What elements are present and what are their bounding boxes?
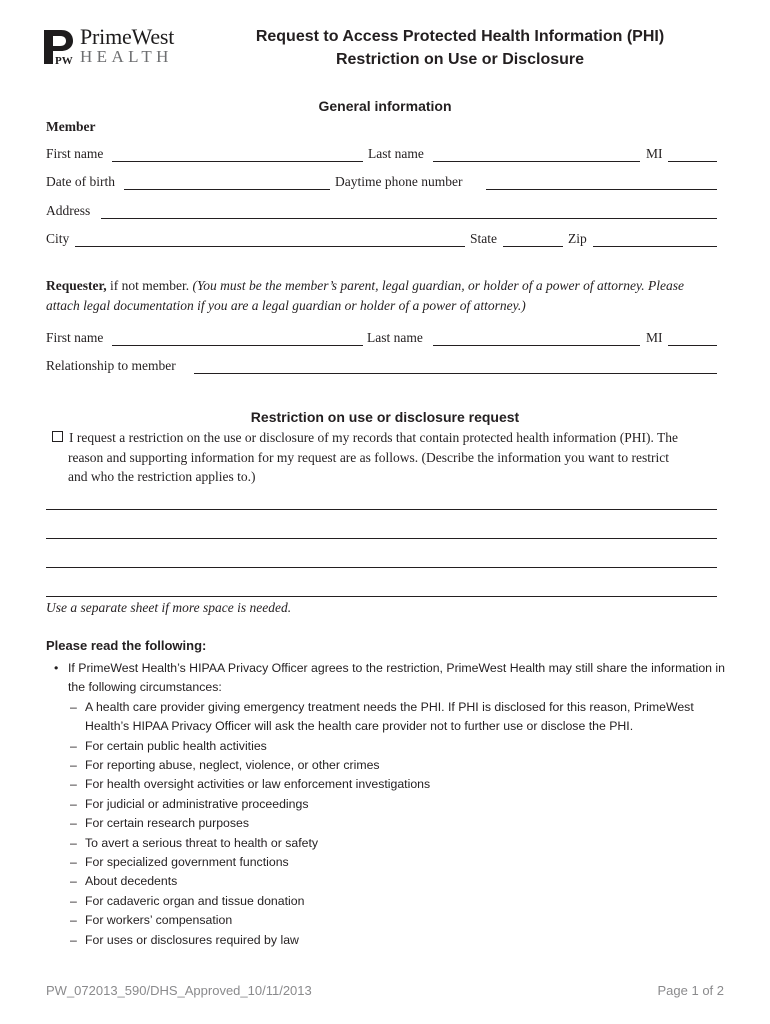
relationship-row (46, 358, 717, 378)
list-item: – A health care provider giving emergency treatment needs the PHI. If PHI is disclosed for this reason, PrimeWest Health’s HIPAA Privacy Officer will ask the health care provider not to further use or disclose the PHI. (70, 699, 694, 734)
date-of-birth-label: Date of birth (46, 174, 115, 189)
requester-last-name-label: Last name (367, 330, 423, 345)
list-item: – For workers’ compensation (70, 913, 233, 928)
city-field[interactable] (75, 246, 465, 247)
member-name-row (46, 146, 717, 166)
list-item: – For uses or disclosures required by law (70, 932, 299, 947)
logo-mark-letters: PW (55, 55, 73, 66)
list-item (46, 659, 726, 698)
restriction-request (52, 428, 724, 487)
page-number: Page 1 of 2 (657, 983, 724, 998)
sub-item-text: About decedents (85, 874, 178, 889)
primewest-logo-mark (44, 28, 74, 66)
restriction-heading: Restriction on use or disclosure request (250, 409, 520, 425)
requester-italic-text: (You must be the member’s parent, legal guardian, or holder of a power of attorney. Please attach legal documentation if you are a legal guardian or holder of a power of attorney.) (46, 278, 684, 313)
address-field[interactable] (101, 218, 717, 219)
restriction-checkbox[interactable] (52, 431, 63, 442)
sub-item-text: For judicial or administrative proceedings (85, 796, 309, 811)
sub-item-text: For certain public health activities (85, 738, 267, 753)
document-subtitle: Restriction on Use or Disclosure (335, 51, 585, 68)
zip-field[interactable] (593, 246, 717, 247)
restriction-writing-line[interactable] (46, 538, 717, 539)
requester-instructions (46, 276, 718, 315)
sub-item-text: For certain research purposes (85, 816, 250, 831)
daytime-phone-field[interactable] (486, 189, 717, 190)
restriction-writing-line[interactable] (46, 596, 717, 597)
bullet-icon: • (54, 661, 59, 675)
address-row (46, 203, 717, 223)
general-information-heading: General information (318, 98, 452, 114)
zip-label: Zip (568, 231, 587, 246)
last-name-label: Last name (368, 146, 424, 161)
address-label: Address (46, 203, 91, 218)
list-item: – For cadaveric organ and tissue donation (70, 893, 305, 908)
member-mi-field[interactable] (668, 161, 717, 162)
sub-item-text: For uses or disclosures required by law (85, 932, 299, 947)
mi-label: MI (646, 146, 663, 161)
restriction-text-line1: I request a restriction on the use or disclosure of my records that contain protected health information (PHI). The (69, 430, 678, 445)
please-read-heading: Please read the following: (46, 638, 207, 653)
sub-item-text: For workers’ compensation (85, 913, 233, 928)
restriction-text-line3: and who the restriction applies to.) (68, 469, 256, 484)
requester-last-name-field[interactable] (433, 345, 640, 346)
city-state-zip-row (46, 231, 717, 251)
sub-item-text: For specialized government functions (85, 855, 289, 870)
list-item: – About decedents (70, 874, 178, 889)
list-item: – For reporting abuse, neglect, violence, or other crimes (70, 758, 380, 773)
requester-mi-label: MI (646, 330, 663, 345)
form-code: PW_072013_590/DHS_Approved_10/11/2013 (46, 983, 312, 998)
document-title: Request to Access Protected Health Information (PHI) (255, 28, 665, 45)
daytime-phone-label: Daytime phone number (335, 174, 463, 189)
requester-first-name-label: First name (46, 330, 104, 345)
circumstances-list (46, 659, 726, 950)
city-label: City (46, 231, 70, 246)
logo-name: PrimeWest (80, 24, 175, 49)
date-of-birth-field[interactable] (124, 189, 330, 190)
bullet-text: If PrimeWest Health’s HIPAA Privacy Officer agrees to the restriction, PrimeWest Health may still share the information in the following circumstances: (68, 661, 725, 695)
requester-plain-text: if not member. (106, 278, 193, 293)
state-label: State (470, 231, 497, 246)
list-item: – For health oversight activities or law enforcement investigations (70, 777, 431, 792)
dob-phone-row (46, 174, 717, 194)
state-field[interactable] (503, 246, 563, 247)
restriction-writing-line[interactable] (46, 567, 717, 568)
sub-item-text: For health oversight activities or law enforcement investigations (85, 777, 431, 792)
list-item: – For judicial or administrative proceedings (70, 796, 309, 811)
sub-item-text: To avert a serious threat to health or safety (85, 835, 319, 850)
requester-label: Requester, (46, 278, 107, 293)
requester-first-name-field[interactable] (112, 345, 363, 346)
relationship-field[interactable] (194, 373, 717, 374)
separate-sheet-note: Use a separate sheet if more space is needed. (46, 600, 292, 615)
first-name-label: First name (46, 146, 104, 161)
list-item: – For specialized government functions (70, 855, 289, 870)
sub-item-text: For reporting abuse, neglect, violence, or other crimes (85, 758, 380, 773)
list-item: – To avert a serious threat to health or safety (70, 835, 319, 850)
list-item: – For certain research purposes (70, 816, 250, 831)
list-item: – For certain public health activities (70, 738, 267, 753)
requester-mi-field[interactable] (668, 345, 717, 346)
member-last-name-field[interactable] (433, 161, 640, 162)
relationship-label: Relationship to member (46, 358, 176, 373)
restriction-writing-line[interactable] (46, 509, 717, 510)
sub-item-text: A health care provider giving emergency treatment needs the PHI. If PHI is disclosed for this reason, PrimeWest Health’s HIPAA Privacy Officer will ask the health care provider not to further use or disclose the PHI. (85, 699, 694, 734)
requester-name-row (46, 330, 717, 350)
member-label: Member (46, 119, 96, 134)
restriction-text-line2: reason and supporting information for my request are as follows. (Describe the information you want to restrict (68, 449, 669, 465)
sub-item-text: For cadaveric organ and tissue donation (85, 893, 305, 908)
logo-subtitle: HEALTH (80, 47, 173, 66)
member-first-name-field[interactable] (112, 161, 363, 162)
